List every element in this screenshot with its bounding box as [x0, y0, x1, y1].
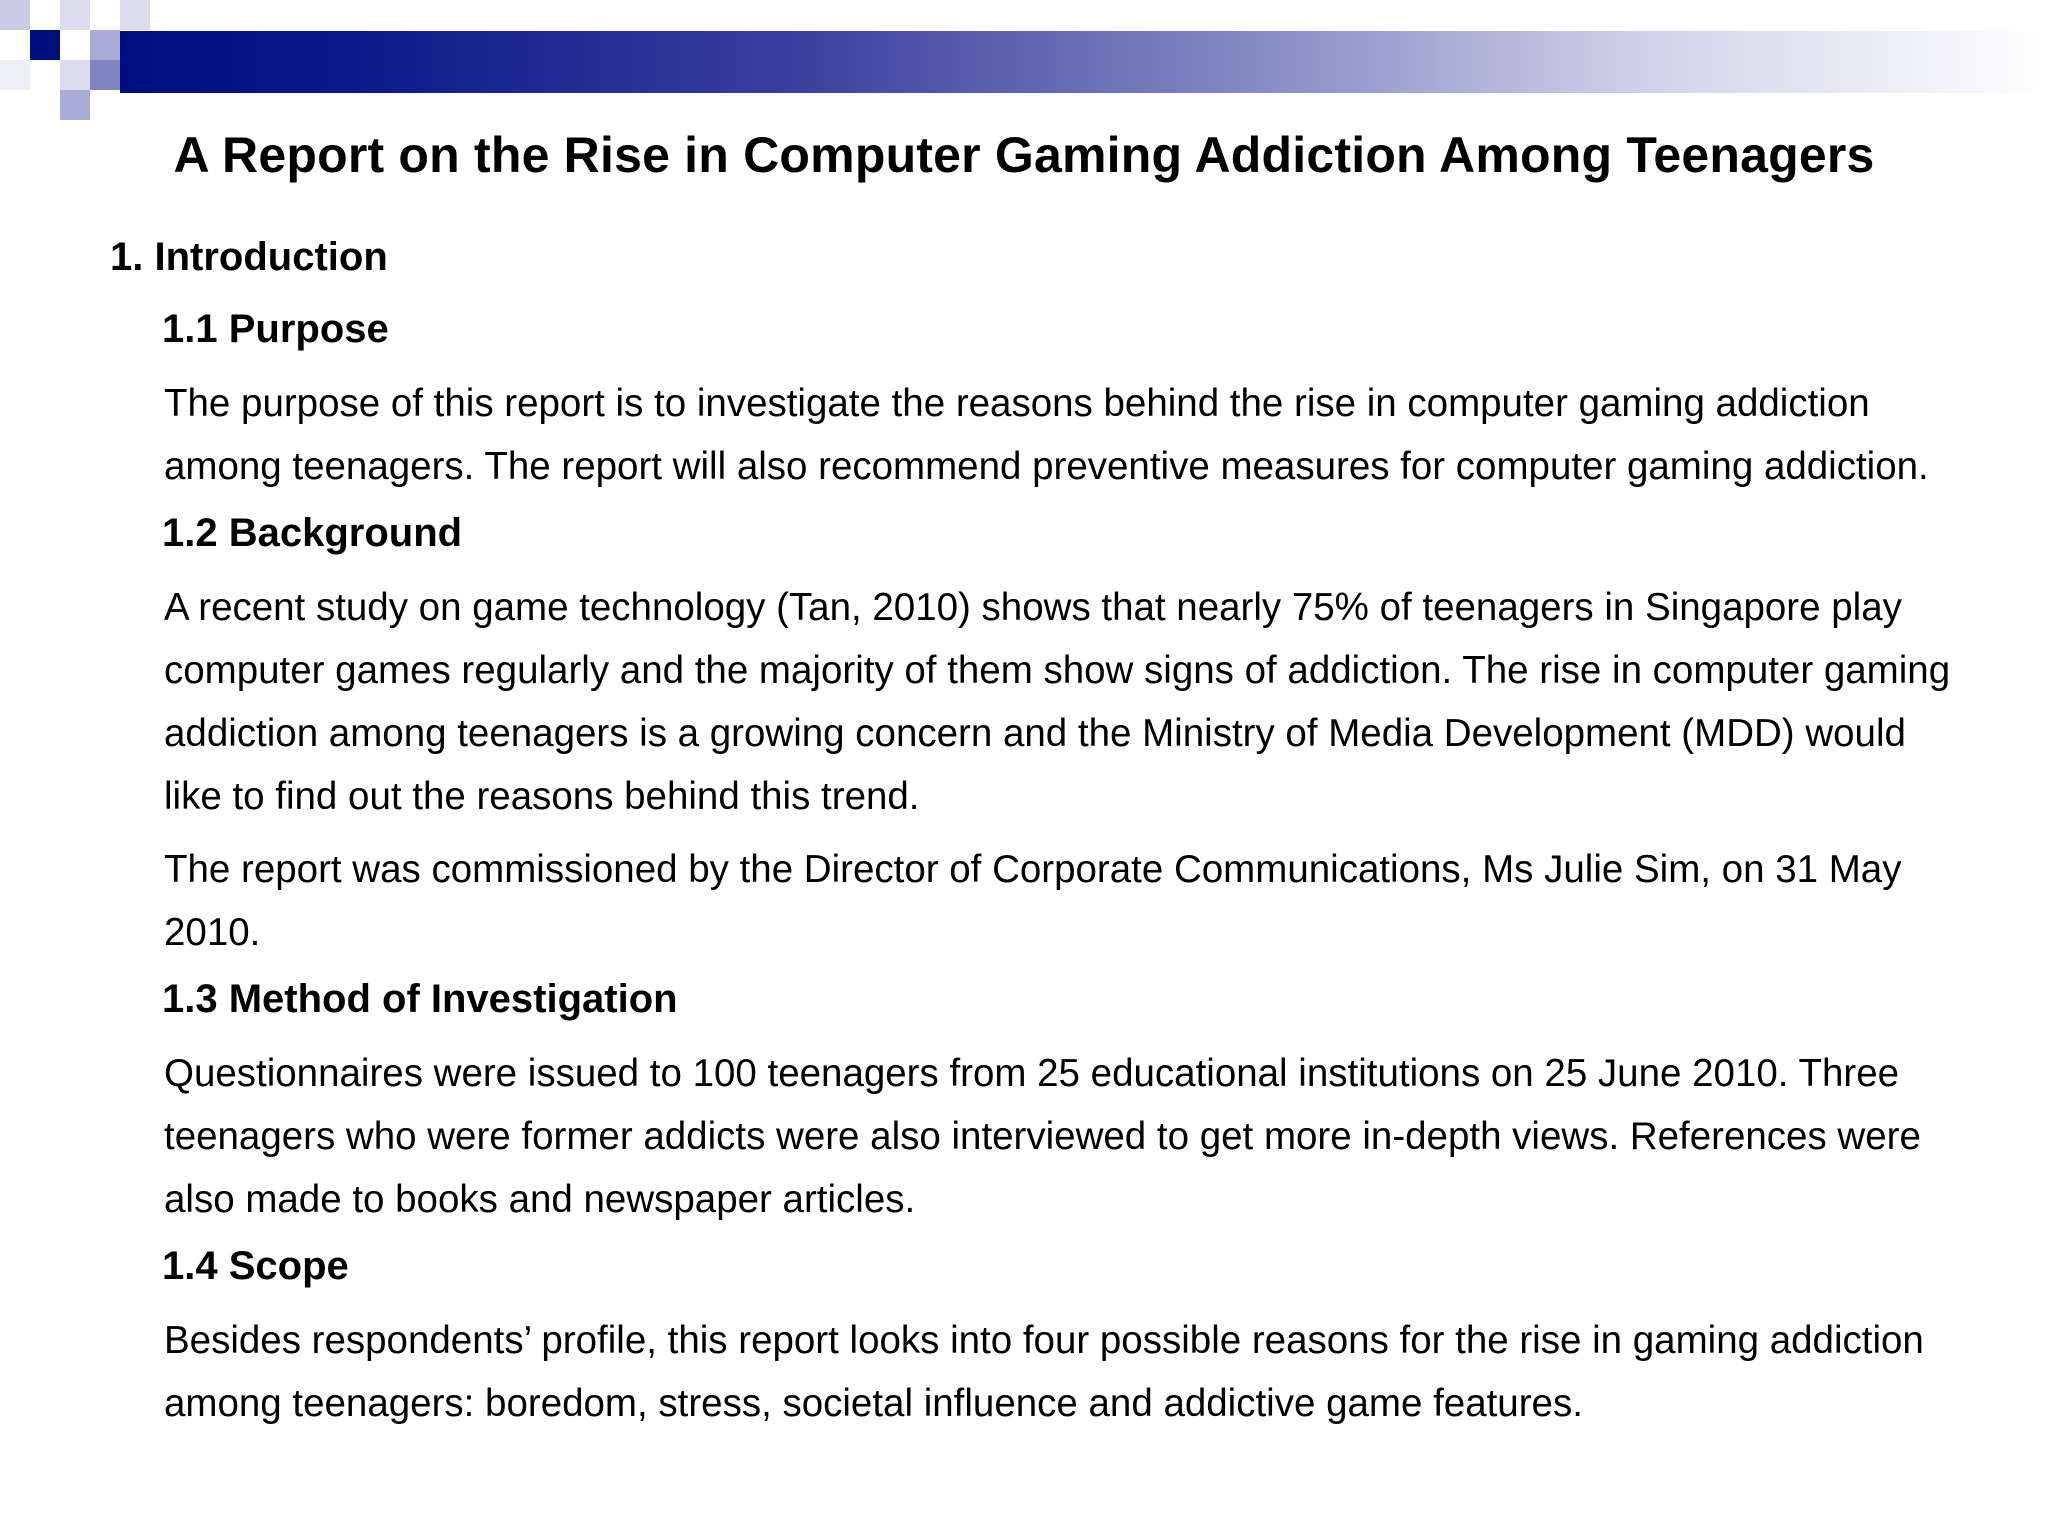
- subsection-method: [110, 974, 1940, 1231]
- decor-square: [0, 0, 30, 30]
- slide-title: A Report on the Rise in Computer Gaming Addiction Among Teenagers: [173, 127, 1875, 183]
- subsection-heading: 1.2 Background: [162, 511, 463, 555]
- subsection-heading: 1.1 Purpose: [162, 307, 389, 351]
- decor-square: [30, 30, 60, 60]
- subsection-heading: 1.4 Scope: [162, 1244, 349, 1288]
- paragraph: Questionnaires were issued to 100 teenagers from 25 educational institutions on 25 June 2010. Three teenagers who were former addicts were also interviewed to get more in-depth views. References were also made to books and newspaper articles.: [164, 1052, 1921, 1221]
- decor-square: [90, 30, 120, 60]
- slide-body: [110, 232, 1951, 1445]
- decor-square: [0, 60, 30, 90]
- decor-square: [60, 60, 90, 90]
- paragraph: Besides respondents’ profile, this report looks into four possible reasons for the rise in gaming addiction among teenagers: boredom, stress, societal influence and addictive game features.: [164, 1319, 1924, 1425]
- subsection-heading: 1.3 Method of Investigation: [162, 977, 678, 1021]
- decor-square: [90, 60, 120, 90]
- section-heading: 1. Introduction: [110, 235, 388, 279]
- subsection-scope: [110, 1241, 1940, 1435]
- header-gradient-band: [120, 31, 2048, 93]
- paragraph: The report was commissioned by the Director of Corporate Communications, Ms Julie Sim, on 31 May 2010.: [164, 848, 1902, 954]
- decor-square: [60, 90, 90, 120]
- subsection-purpose: [110, 304, 1940, 498]
- paragraph: The purpose of this report is to investigate the reasons behind the rise in computer gaming addiction among teenagers. The report will also recommend preventive measures for computer gaming addiction.: [164, 382, 1929, 488]
- subsection-background: [110, 508, 1951, 964]
- paragraph: A recent study on game technology (Tan, 2010) shows that nearly 75% of teenagers in Singapore play computer games regularly and the majority of them show signs of addiction. The rise in computer gaming addiction among teenagers is a growing concern and the Ministry of Media Development (MDD) would like to find out the reasons behind this trend.: [164, 586, 1951, 818]
- decor-square: [60, 0, 90, 30]
- decor-square: [120, 0, 150, 30]
